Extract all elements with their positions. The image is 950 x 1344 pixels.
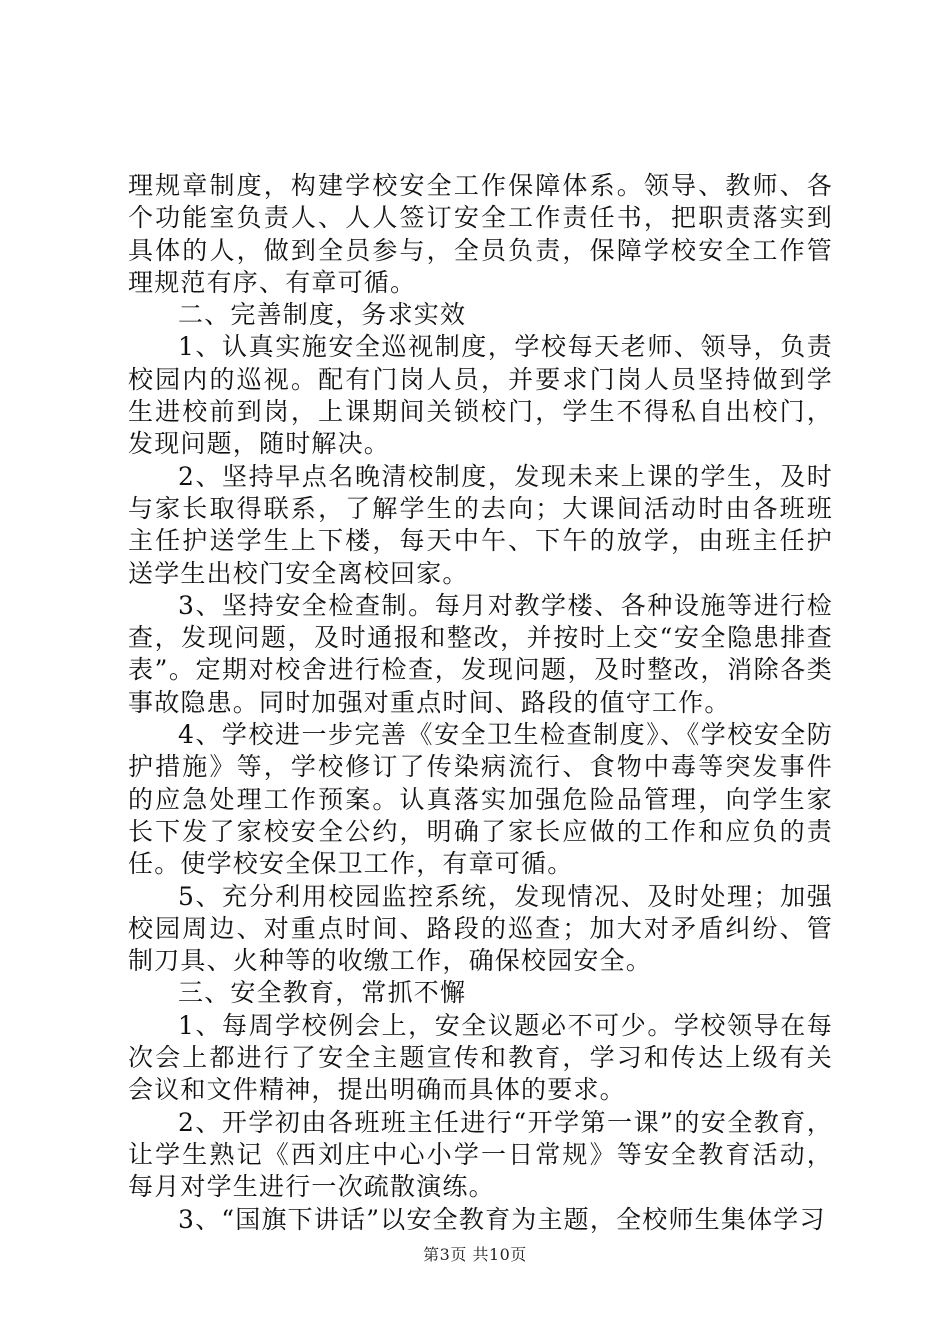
section-heading-2: 二、完善制度，务求实效 [178,300,467,330]
paragraph-item: 2、坚持早点名晚清校制度，发现未来上课的学生，及时与家长取得联系，了解学生的去向；大课间活动时由各班班主任护送学生上下楼，每天中午、下午的放学，由班主任护送学生出校门安全离校回家。 [128,461,833,588]
paragraph-item: 3、“国旗下讲话”以安全教育为主题，全校师生集体学习 [178,1204,826,1234]
paragraph-item: 2、开学初由各班班主任进行“开学第一课”的安全教育，让学生熟记《西刘庄中心小学一日常规》等安全教育活动，每月对学生进行一次疏散演练。 [128,1107,833,1202]
paragraph-item: 1、每周学校例会上，安全议题必不可少。学校领导在每次会上都进行了安全主题宣传和教育，学习和传达上级有关会议和文件精神，提出明确而具体的要求。 [128,1010,833,1105]
section-heading-3: 三、安全教育，常抓不懈 [178,978,467,1008]
document-body [128,170,833,1236]
paragraph-item: 1、认真实施安全巡视制度，学校每天老师、领导，负责校园内的巡视。配有门岗人员，并要求门岗人员坚持做到学生进校前到岗，上课期间关锁校门，学生不得私自出校门，发现问题，随时解决。 [128,332,833,459]
paragraph-continuation: 理规章制度，构建学校安全工作保障体系。领导、教师、各个功能室负责人、人人签订安全工作责任书，把职责落实到具体的人，做到全员参与，全员负责，保障学校安全工作管理规范有序、有章可循。 [128,171,833,297]
page-number-label: 第3页 共10页 [423,1245,527,1264]
paragraph-item: 5、充分利用校园监控系统，发现情况、及时处理；加强校园周边、对重点时间、路段的巡查；加大对矛盾纠纷、管制刀具、火种等的收缴工作，确保校园安全。 [128,881,833,976]
page-footer [0,1242,950,1265]
paragraph-item: 3、坚持安全检查制。每月对教学楼、各种设施等进行检查，发现问题，及时通报和整改，并按时上交“安全隐患排查表”。定期对校舍进行检查，发现问题，及时整改，消除各类事故隐患。同时加强对重点时间、路段的值守工作。 [128,590,833,717]
paragraph-item: 4、学校进一步完善《安全卫生检查制度》、《学校安全防护措施》等，学校修订了传染病流行、食物中毒等突发事件的应急处理工作预案。认真落实加强危险品管理，向学生家长下发了家校安全公约，明确了家长应做的工作和应负的责任。使学校安全保卫工作，有章可循。 [128,720,833,879]
